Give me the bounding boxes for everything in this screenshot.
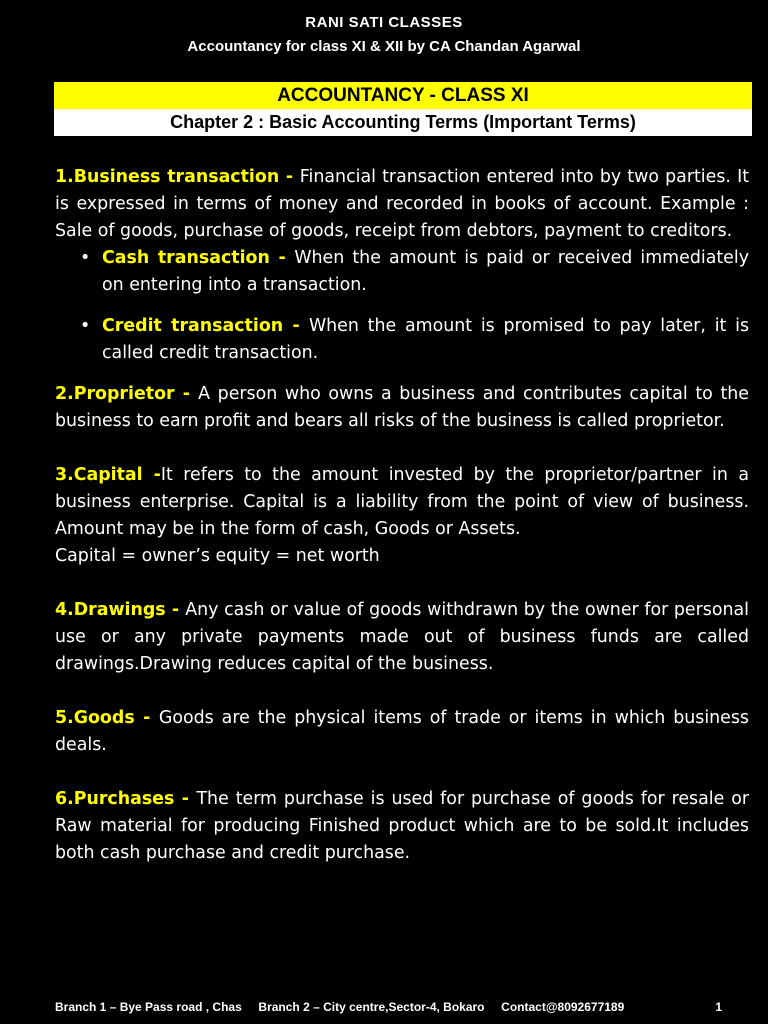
page-footer (55, 1000, 755, 1014)
footer-branch-2: Branch 2 – City centre,Sector-4, Bokaro (258, 1000, 485, 1014)
term-label: 5.Goods (55, 708, 135, 728)
header-subtitle: Accountancy for class XI & XII by CA Chandan Agarwal (187, 38, 581, 55)
term-label: 1.Business transaction (55, 167, 280, 187)
term-purchases: 6.Purchases - The term purchase is used for purchase of goods for resale or Raw material for producing Finished product which are to be sold.It includes both cash purchase and credit purchase. (55, 789, 749, 863)
term-definition: The term purchase is used for purchase of goods for resale or Raw material for producing Finished product which are to be sold.It includes both cash purchase and credit purchase. (55, 789, 749, 863)
term-label: 6.Purchases (55, 789, 175, 809)
document-body (55, 164, 749, 867)
bullet-term: Credit transaction (102, 316, 284, 336)
footer-branch-1: Branch 1 – Bye Pass road , Chas (55, 1000, 242, 1014)
term-definition: Goods are the physical items of trade or items in which business deals. (55, 708, 749, 755)
chapter-title: Chapter 2 : Basic Accounting Terms (Important Terms) (54, 109, 752, 136)
bullet-term: Cash transaction (102, 248, 270, 268)
page-number: 1 (715, 1000, 722, 1014)
term-label: 2.Proprietor (55, 384, 175, 404)
bullet-definition: When the amount is paid or received immediately on entering into a transaction. (102, 248, 749, 295)
list-item-cash-transaction: • Cash transaction - When the amount is paid or received immediately on entering into a transaction. (102, 245, 749, 299)
term-definition: Financial transaction entered into by two parties. It is expressed in terms of money and recorded in books of account. Example : Sale of goods, purchase of goods, receipt from debtors, payment to creditors. (55, 167, 750, 241)
list-item-credit-transaction: • Credit transaction - When the amount is promised to pay later, it is called credit transaction. (102, 313, 749, 367)
term-drawings: 4.Drawings - Any cash or value of goods withdrawn by the owner for personal use or any private payments made out of business funds are called drawings.Drawing reduces capital of the business. (55, 600, 749, 674)
term-label: 4.Drawings (55, 600, 166, 620)
term-definition: It refers to the amount invested by the proprietor/partner in a business enterprise. Capital is a liability from the point of view of business. Amount may be in the form of cash, Goods or Assets. (55, 465, 749, 539)
term-definition: Any cash or value of goods withdrawn by the owner for personal use or any private payments made out of business funds are called drawings.Drawing reduces capital of the business. (55, 600, 749, 674)
footer-contact: Contact@8092677189 (501, 1000, 625, 1014)
term-label: 3.Capital (55, 465, 143, 485)
term-business-transaction: 1.Business transaction - Financial transaction entered into by two parties. It is expressed in terms of money and recorded in books of account. Example : Sale of goods, purchase of goods, receipt from debtors, payment to creditors. (55, 167, 750, 241)
term-definition: A person who owns a business and contributes capital to the business to earn profit and bears all risks of the business is called proprietor. (55, 384, 749, 431)
capital-equation: Capital = owner’s equity = net worth (55, 546, 380, 566)
term-proprietor: 2.Proprietor - A person who owns a business and contributes capital to the business to earn profit and bears all risks of the business is called proprietor. (55, 384, 749, 431)
term-goods: 5.Goods - Goods are the physical items of trade or items in which business deals. (55, 708, 749, 755)
transaction-types-list (55, 245, 749, 367)
term-capital: 3.Capital -It refers to the amount invested by the proprietor/partner in a business enterprise. Capital is a liability from the point of view of business. Amount may be in the form of cash, Goods or Assets. (55, 465, 749, 539)
institute-name: RANI SATI CLASSES (305, 14, 463, 31)
class-title-banner: ACCOUNTANCY - CLASS XI (54, 82, 752, 109)
bullet-definition: When the amount is promised to pay later, it is called credit transaction. (102, 316, 750, 363)
